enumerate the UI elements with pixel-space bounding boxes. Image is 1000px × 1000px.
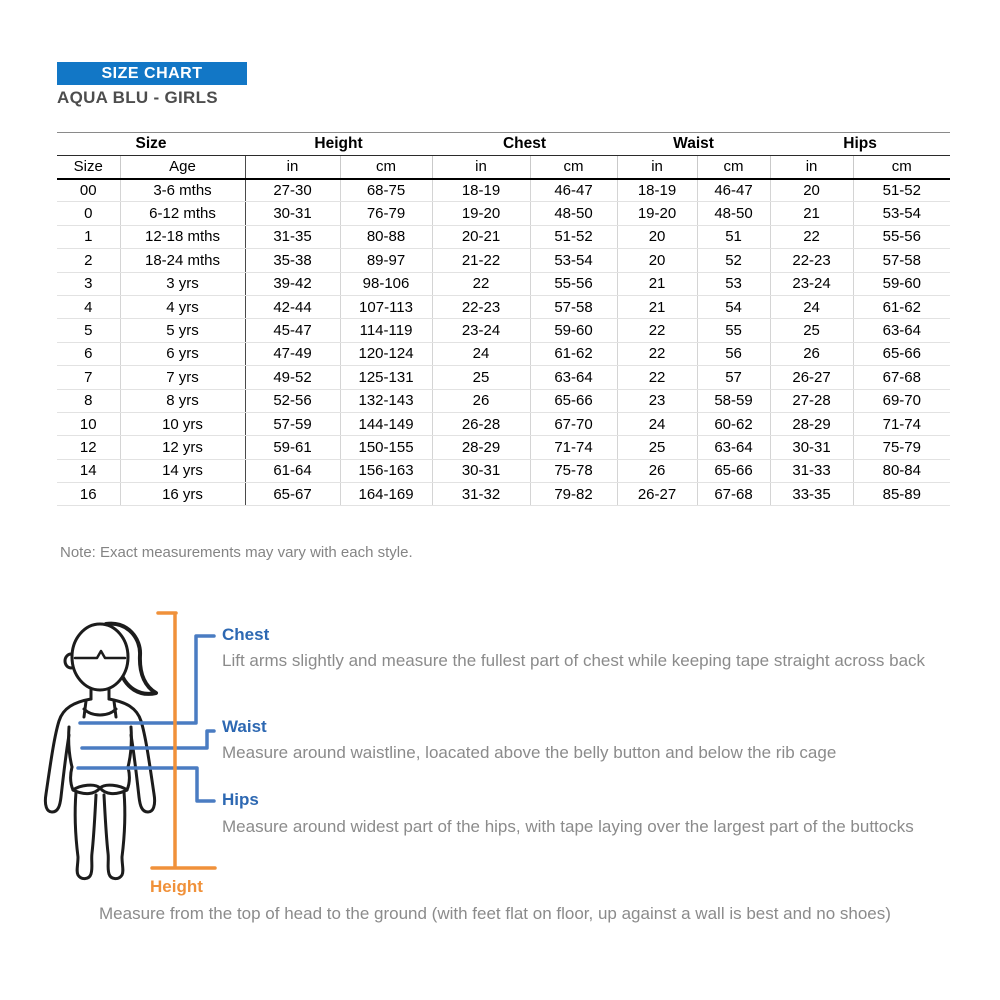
table-cell: 125-131 [340,366,432,389]
col-header-height-in: in [245,156,340,179]
table-cell: 27-28 [770,389,853,412]
table-cell: 0 [57,202,120,225]
col-header-waist-in: in [617,156,697,179]
col-header-waist-cm: cm [697,156,770,179]
col-header-age: Age [120,156,245,179]
table-cell: 25 [617,436,697,459]
table-row [57,436,950,459]
table-cell: 75-78 [530,459,617,482]
table-cell: 12 yrs [120,436,245,459]
size-table-body [57,179,950,506]
table-cell: 19-20 [432,202,530,225]
table-cell: 22-23 [432,295,530,318]
table-cell: 61-64 [245,459,340,482]
table-cell: 42-44 [245,295,340,318]
table-row [57,459,950,482]
table-cell: 47-49 [245,342,340,365]
table-cell: 22-23 [770,249,853,272]
group-header-height: Height [245,133,432,156]
table-cell: 21 [617,295,697,318]
col-header-hips-cm: cm [853,156,950,179]
table-cell: 4 [57,295,120,318]
table-cell: 132-143 [340,389,432,412]
table-cell: 6 [57,342,120,365]
table-cell: 144-149 [340,412,432,435]
table-group-header-row [57,133,950,156]
table-cell: 57-58 [853,249,950,272]
table-cell: 22 [770,225,853,248]
table-cell: 26 [770,342,853,365]
table-cell: 12-18 mths [120,225,245,248]
table-cell: 6 yrs [120,342,245,365]
table-row [57,342,950,365]
table-cell: 52 [697,249,770,272]
table-cell: 63-64 [697,436,770,459]
table-cell: 20 [770,179,853,202]
table-cell: 16 yrs [120,483,245,506]
table-cell: 3 yrs [120,272,245,295]
table-cell: 2 [57,249,120,272]
size-chart-badge: SIZE CHART [57,62,247,85]
table-cell: 85-89 [853,483,950,506]
table-cell: 89-97 [340,249,432,272]
table-cell: 58-59 [697,389,770,412]
height-label: Height [150,877,203,896]
table-cell: 57-58 [530,295,617,318]
table-cell: 22 [617,319,697,342]
table-row [57,225,950,248]
table-cell: 23-24 [432,319,530,342]
group-header-size: Size [57,133,245,156]
table-cell: 28-29 [770,412,853,435]
table-cell: 120-124 [340,342,432,365]
table-cell: 76-79 [340,202,432,225]
table-cell: 53-54 [853,202,950,225]
table-cell: 20-21 [432,225,530,248]
table-cell: 00 [57,179,120,202]
table-cell: 54 [697,295,770,318]
table-cell: 45-47 [245,319,340,342]
table-cell: 51-52 [853,179,950,202]
table-cell: 107-113 [340,295,432,318]
table-cell: 53-54 [530,249,617,272]
hips-description: Measure around widest part of the hips, with tape laying over the largest part of the buttocks [222,817,914,836]
table-cell: 30-31 [770,436,853,459]
table-cell: 27-30 [245,179,340,202]
table-cell: 3 [57,272,120,295]
table-cell: 18-19 [617,179,697,202]
table-cell: 65-67 [245,483,340,506]
group-header-hips: Hips [770,133,950,156]
table-cell: 31-33 [770,459,853,482]
table-cell: 22 [617,342,697,365]
height-description: Measure from the top of head to the ground (with feet flat on floor, up against a wall is best and no shoes) [99,904,891,923]
table-cell: 12 [57,436,120,459]
table-cell: 69-70 [853,389,950,412]
table-cell: 61-62 [530,342,617,365]
table-cell: 26-27 [770,366,853,389]
table-cell: 48-50 [697,202,770,225]
child-figure-outline [45,624,156,879]
table-cell: 68-75 [340,179,432,202]
table-cell: 26 [617,459,697,482]
table-cell: 79-82 [530,483,617,506]
table-cell: 25 [432,366,530,389]
table-cell: 31-35 [245,225,340,248]
hips-label: Hips [222,790,259,809]
table-cell: 21 [770,202,853,225]
table-row [57,483,950,506]
table-cell: 67-68 [853,366,950,389]
table-cell: 31-32 [432,483,530,506]
table-cell: 26 [432,389,530,412]
table-cell: 24 [432,342,530,365]
table-row [57,295,950,318]
page-title: AQUA BLU - GIRLS [57,88,218,107]
table-cell: 3-6 mths [120,179,245,202]
col-header-height-cm: cm [340,156,432,179]
table-cell: 16 [57,483,120,506]
waist-description: Measure around waistline, loacated above the belly button and below the rib cage [222,743,837,762]
table-cell: 56 [697,342,770,365]
table-cell: 35-38 [245,249,340,272]
col-header-size: Size [57,156,120,179]
table-cell: 39-42 [245,272,340,295]
table-row [57,319,950,342]
table-cell: 23-24 [770,272,853,295]
table-cell: 26-28 [432,412,530,435]
table-row [57,412,950,435]
measurement-note: Note: Exact measurements may vary with each style. [60,544,413,561]
table-cell: 59-60 [530,319,617,342]
table-cell: 52-56 [245,389,340,412]
table-cell: 26-27 [617,483,697,506]
table-cell: 61-62 [853,295,950,318]
table-row [57,366,950,389]
table-cell: 60-62 [697,412,770,435]
chest-description: Lift arms slightly and measure the fullest part of chest while keeping tape straight across back [222,651,926,670]
table-cell: 55-56 [853,225,950,248]
table-cell: 18-19 [432,179,530,202]
table-cell: 75-79 [853,436,950,459]
table-cell: 71-74 [853,412,950,435]
table-cell: 30-31 [245,202,340,225]
table-cell: 57 [697,366,770,389]
table-cell: 63-64 [530,366,617,389]
table-cell: 18-24 mths [120,249,245,272]
table-cell: 7 [57,366,120,389]
table-cell: 49-52 [245,366,340,389]
table-cell: 14 yrs [120,459,245,482]
table-cell: 6-12 mths [120,202,245,225]
table-row [57,202,950,225]
table-cell: 65-66 [530,389,617,412]
group-header-waist: Waist [617,133,770,156]
table-cell: 98-106 [340,272,432,295]
table-cell: 57-59 [245,412,340,435]
table-cell: 67-70 [530,412,617,435]
table-row [57,272,950,295]
table-cell: 21 [617,272,697,295]
table-cell: 48-50 [530,202,617,225]
table-cell: 25 [770,319,853,342]
table-cell: 10 yrs [120,412,245,435]
table-cell: 46-47 [697,179,770,202]
table-cell: 71-74 [530,436,617,459]
table-cell: 55-56 [530,272,617,295]
col-header-chest-cm: cm [530,156,617,179]
table-cell: 19-20 [617,202,697,225]
child-figure-illustration [0,595,260,935]
col-header-hips-in: in [770,156,853,179]
waist-label: Waist [222,717,267,736]
table-cell: 1 [57,225,120,248]
table-cell: 24 [770,295,853,318]
table-row [57,179,950,202]
table-cell: 5 yrs [120,319,245,342]
table-cell: 156-163 [340,459,432,482]
table-row [57,389,950,412]
table-cell: 8 yrs [120,389,245,412]
table-cell: 20 [617,225,697,248]
table-cell: 51 [697,225,770,248]
col-header-chest-in: in [432,156,530,179]
table-cell: 33-35 [770,483,853,506]
hips-measure-line [78,768,214,801]
table-cell: 22 [432,272,530,295]
table-cell: 4 yrs [120,295,245,318]
table-cell: 7 yrs [120,366,245,389]
table-cell: 8 [57,389,120,412]
table-cell: 30-31 [432,459,530,482]
table-cell: 80-88 [340,225,432,248]
waist-measure-line [82,731,214,748]
table-cell: 59-61 [245,436,340,459]
table-cell: 80-84 [853,459,950,482]
table-cell: 24 [617,412,697,435]
table-cell: 5 [57,319,120,342]
table-cell: 65-66 [697,459,770,482]
size-table [57,132,950,506]
table-cell: 67-68 [697,483,770,506]
chest-label: Chest [222,625,270,644]
table-cell: 53 [697,272,770,295]
table-cell: 114-119 [340,319,432,342]
table-cell: 22 [617,366,697,389]
table-cell: 59-60 [853,272,950,295]
table-cell: 63-64 [853,319,950,342]
table-column-header-row [57,156,950,179]
table-cell: 51-52 [530,225,617,248]
table-cell: 150-155 [340,436,432,459]
table-cell: 14 [57,459,120,482]
table-cell: 65-66 [853,342,950,365]
table-cell: 23 [617,389,697,412]
table-row [57,249,950,272]
group-header-chest: Chest [432,133,617,156]
table-cell: 55 [697,319,770,342]
table-cell: 164-169 [340,483,432,506]
table-cell: 21-22 [432,249,530,272]
table-cell: 28-29 [432,436,530,459]
table-cell: 10 [57,412,120,435]
table-cell: 46-47 [530,179,617,202]
table-cell: 20 [617,249,697,272]
